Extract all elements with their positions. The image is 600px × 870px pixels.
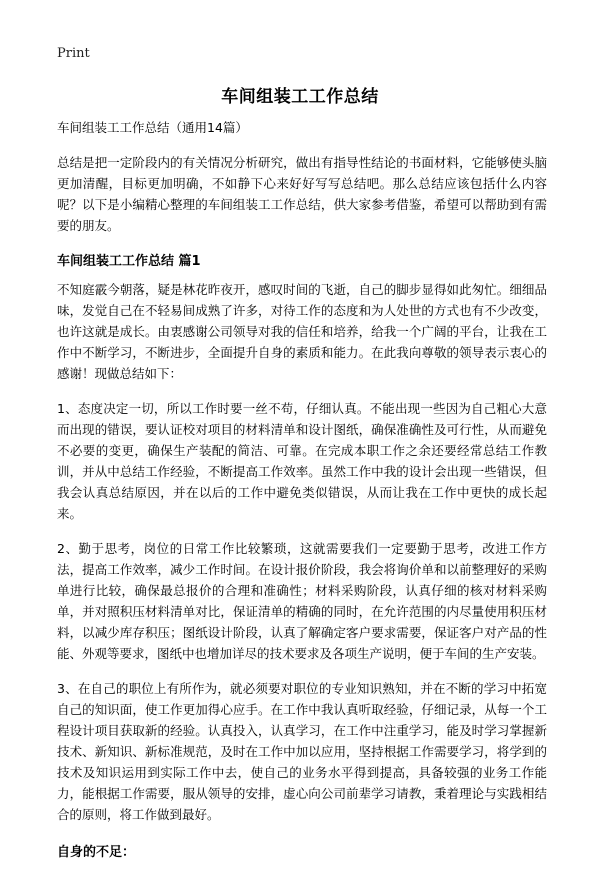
paragraph-1: 不知庭霰今朝落，疑是林花昨夜开，感叹时间的飞逝，自己的脚步显得如此匆忙。细细品味，发觉自己在不轻易间成熟了许多，对待工作的态度和为人处世的方式也有不少改变，也许这就是成长。由衷感谢公司领导对我的信任和培养，给我一个广阔的平台，让我在工作中不断学习，不断进步，全面提升自身的素质和能力。在此我向尊敬的领导表示衷心的感谢！现做总结如下： [57,282,547,381]
page-title: 车间组装工工作总结 [221,87,379,107]
intro-paragraph: 总结是把一定阶段内的有关情况分析研究，做出有指导性结论的书面材料，它能够使头脑更加清醒，目标更加明确，不如静下心来好好写写总结吧。那么总结应该包括什么内容呢？以下是小编精心整理的车间组装工工作总结，供大家参考借鉴，希望可以帮助到有需要的朋友。 [57,155,547,233]
paragraph-3: 2、勤于思考，岗位的日常工作比较繁琐，这就需要我们一定要勤于思考，改进工作方法，提高工作效率，减少工作时间。在设计报价阶段，我会将询价单和以前整理好的采购单进行比较，确保最总报价的合理和准确性；材料采购阶段，认真仔细的核对材料采购单，并对照积压材料清单对比，保证清单的精确的同时，在允许范围的内尽量使用积压材料，以减少库存积压；图纸设计阶段，认真了解确定客户要求需要，保证客户对产品的性能、外观等要求，图纸中也增加详尽的技术要求及各项生产说明，便于车间的生产安装。 [57,541,547,661]
subtitle: 车间组装工工作总结（通用14篇） [57,120,248,135]
paragraph-4: 3、在自己的职位上有所作为，就必须要对职位的专业知识熟知，并在不断的学习中拓宽自己的知识面，使工作更加得心应手。在工作中我认真听取经验，仔细记录，从每一个工程设计项目获取新的经验。认真投入，认真学习，在工作中注重学习，能及时学习掌握新技术、新知识、新标准规范，及时在工作中加以应用，坚持根据工作需要学习，将学到的技术及知识运用到实际工作中去，使自己的业务水平得到提高，具备较强的业务工作能力，能根据工作需要，服从领导的安排，虚心向公司前辈学习请教，秉着理论与实践相结合的原则，将工作做到最好。 [57,681,547,822]
paragraph-2: 1、态度决定一切，所以工作时要一丝不苟，仔细认真。不能出现一些因为自己粗心大意而出现的错误，要认证校对项目的材料清单和设计图纸，确保准确性及可行性，从而避免不必要的变更，确保生产装配的简洁、可靠。在完成本职工作之余还要经常总结工作教训，并从中总结工作经验，不断提高工作效率。虽然工作中我的设计会出现一些错误，但我会认真总结原因，并在以后的工作中避免类似错误，从而让我在工作中更快的成长起来。 [57,401,547,521]
print-link[interactable]: Print [57,46,90,61]
section-heading-1: 车间组装工工作总结 篇1 [57,254,201,269]
document-body [57,118,547,870]
section-heading-2: 自身的不足： [57,845,136,860]
